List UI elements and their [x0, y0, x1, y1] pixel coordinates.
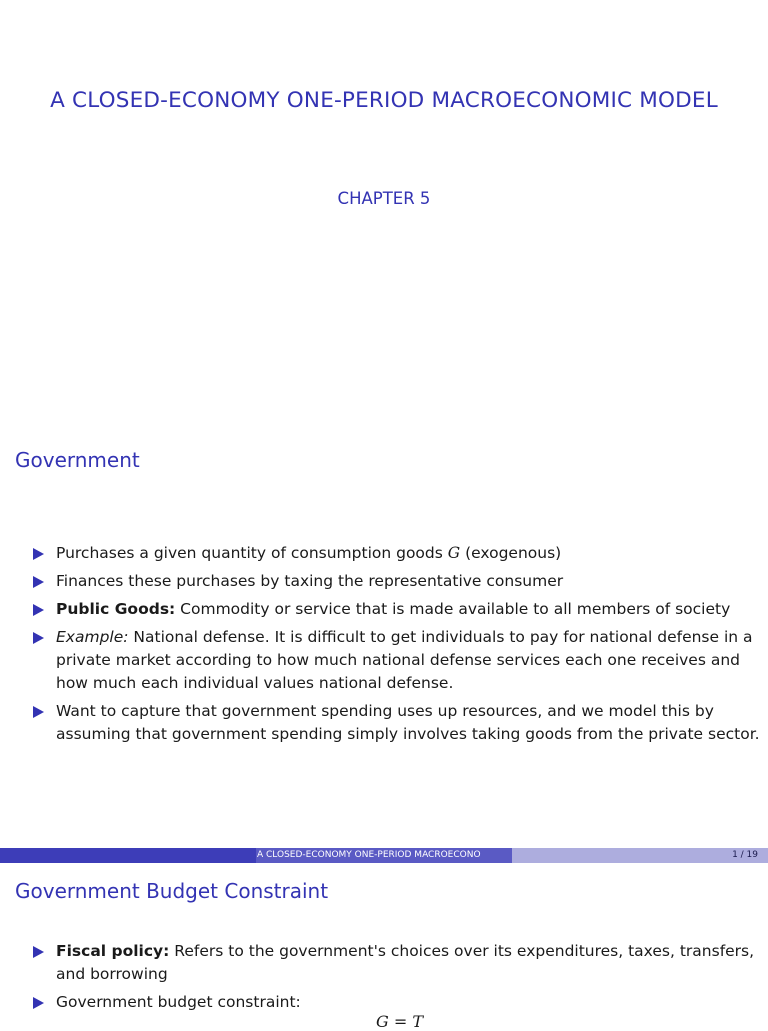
slide-footer [0, 848, 768, 863]
example-label: Example: [56, 628, 129, 646]
list-item: Finances these purchases by taxing the representative consumer [0, 570, 760, 593]
frame-title-government: Government [15, 448, 140, 472]
list-item: Public Goods: Commodity or service that is made available to all members of society [0, 598, 760, 621]
footer-left-band [0, 848, 256, 863]
triangle-bullet-icon [33, 946, 44, 958]
list-item: Government budget constraint: [0, 991, 760, 1014]
frame-title-budget-constraint: Government Budget Constraint [15, 879, 329, 903]
presentation-title: A CLOSED-ECONOMY ONE-PERIOD MACROECONOMIC MODEL [50, 88, 718, 113]
budget-equation: G = T [376, 1012, 424, 1031]
triangle-bullet-icon [33, 706, 44, 718]
math-variable-g: G [447, 544, 461, 562]
triangle-bullet-icon [33, 632, 44, 644]
list-item: Fiscal policy: Refers to the government's choices over its expenditures, taxes, transfers, and borrowing [0, 940, 760, 986]
budget-bullet-list [0, 940, 760, 1019]
triangle-bullet-icon [33, 576, 44, 588]
list-item: Example: National defense. It is difficult to get individuals to pay for national defense in a private market according to how much national defense services each one receives and how much each individual values national defense. [0, 626, 760, 695]
footer-page-band [512, 848, 768, 863]
triangle-bullet-icon [33, 604, 44, 616]
term-label: Fiscal policy: [56, 942, 170, 960]
term-label: Public Goods: [56, 600, 176, 618]
triangle-bullet-icon [33, 997, 44, 1009]
list-item: Want to capture that government spending uses up resources, and we model this by assuming that government spending simply involves taking goods from the private sector. [0, 700, 760, 746]
list-item: Purchases a given quantity of consumption goods G (exogenous) [0, 542, 760, 565]
chapter-label: CHAPTER 5 [337, 189, 431, 208]
footer-title-band [256, 848, 512, 863]
footer-short-title: A CLOSED-ECONOMY ONE-PERIOD MACROECONO [257, 850, 481, 860]
government-bullet-list [0, 542, 760, 751]
page-number: 1 / 19 [732, 850, 758, 860]
triangle-bullet-icon [33, 548, 44, 560]
